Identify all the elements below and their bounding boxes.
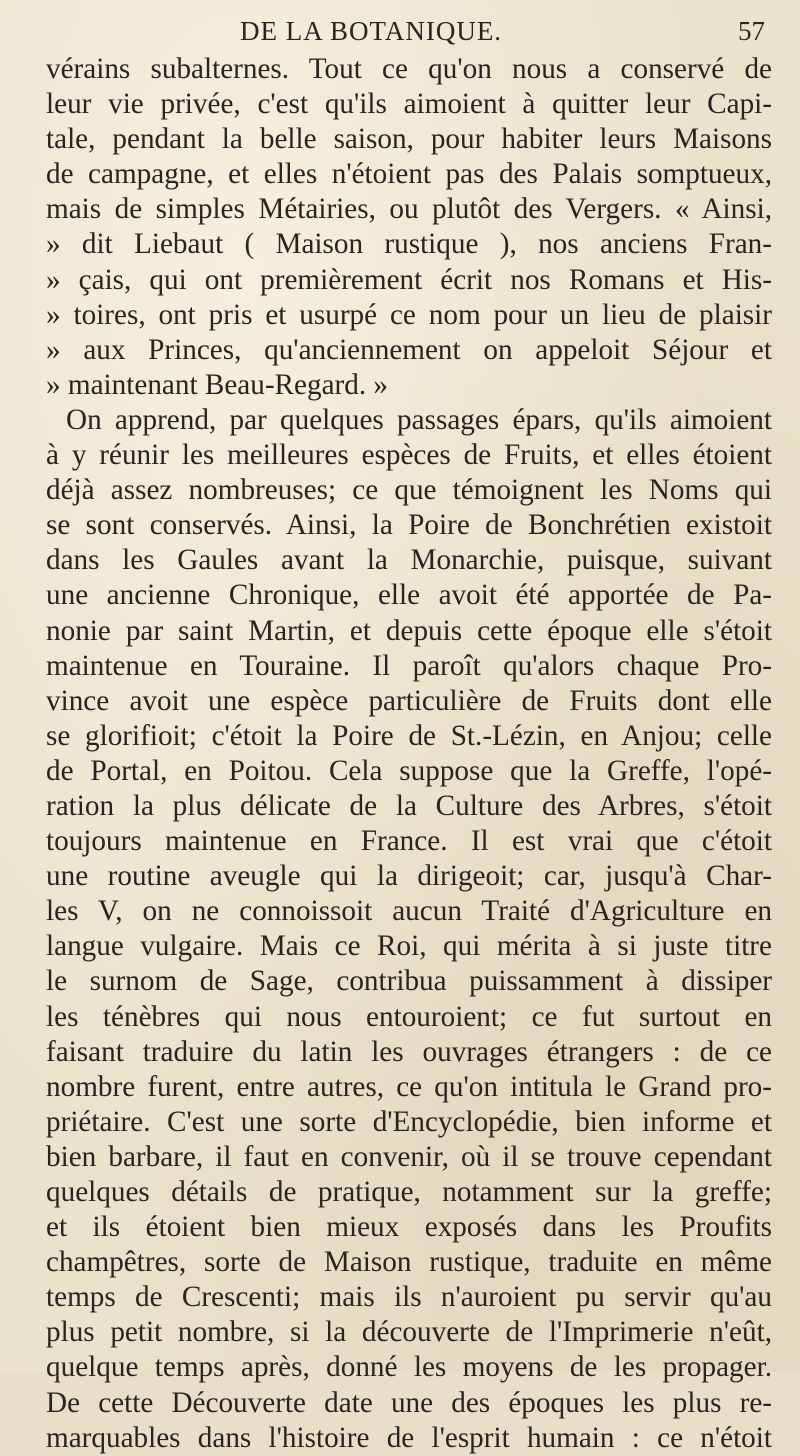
text-line: de Portal, en Poitou. Cela suppose que la Greffe, l'opé- [46, 754, 772, 787]
page-number: 57 [738, 16, 765, 46]
quote-line: » dit Liebaut ( Maison rustique ), nos anciens Fran- [46, 228, 772, 261]
text-line: nonie par saint Martin, et depuis cette époque elle s'étoit [46, 614, 772, 647]
text-line: priétaire. C'est une sorte d'Encyclopédie, bien informe et [46, 1105, 772, 1138]
text-line: mais de simples Métairies, ou plutôt des Vergers. « Ainsi, [46, 193, 772, 226]
text-line: dans les Gaules avant la Monarchie, puisque, suivant [46, 544, 772, 577]
text-line: langue vulgaire. Mais ce Roi, qui mérita à si juste titre [46, 930, 772, 963]
text-line: de campagne, et elles n'étoient pas des Palais somptueux, [46, 158, 772, 191]
text-line: De cette Découverte date une des époques les plus re- [46, 1386, 772, 1419]
quote-line: » toires, ont pris et usurpé ce nom pour un lieu de plaisir [46, 298, 772, 331]
quote-line: » aux Princes, qu'anciennement on appeloit Séjour et [46, 333, 772, 366]
text-line: bien barbare, il faut en convenir, où il se trouve cependant [46, 1140, 772, 1173]
text-line: maintenue en Touraine. Il paroît qu'alors chaque Pro- [46, 649, 772, 682]
text-line: quelque temps après, donné les moyens de les propager. [46, 1351, 772, 1384]
text-line: les V, on ne connoissoit aucun Traité d'Agriculture en [46, 895, 772, 928]
text-line: quelques détails de pratique, notamment sur la greffe; [46, 1176, 772, 1208]
paragraph-first-line: On apprend, par quelques passages épars, qu'ils aimoient [66, 403, 772, 436]
text-line: nombre furent, entre autres, ce qu'on intitula le Grand pro- [46, 1070, 772, 1103]
text-line: marquables dans l'histoire de l'esprit humain : ce n'étoit [46, 1421, 772, 1454]
text-line: faisant traduire du latin les ouvrages étrangers : de ce [46, 1035, 772, 1068]
running-head [0, 16, 800, 56]
text-line: temps de Crescenti; mais ils n'auroient pu servir qu'au [46, 1281, 772, 1314]
text-line: toujours maintenue en France. Il est vrai que c'étoit [46, 825, 772, 858]
text-line: une routine aveugle qui la dirigeoit; car, jusqu'à Char- [46, 860, 772, 893]
text-line: plus petit nombre, si la découverte de l'Imprimerie n'eût, [46, 1316, 772, 1349]
text-line: une ancienne Chronique, elle avoit été apportée de Pa- [46, 579, 772, 612]
text-line: tale, pendant la belle saison, pour habiter leurs Maisons [46, 123, 772, 156]
text-line: le surnom de Sage, contribua puissamment à dissiper [46, 965, 772, 998]
text-line: se sont conservés. Ainsi, la Poire de Bonchrétien existoit [46, 509, 772, 542]
running-title: DE LA BOTANIQUE. [240, 16, 503, 46]
text-line: vérains subalternes. Tout ce qu'on nous a conservé de [46, 53, 772, 85]
text-line: les ténèbres qui nous entouroient; ce fut surtout en [46, 1000, 772, 1033]
text-line: leur vie privée, c'est qu'ils aimoient à quitter leur Capi- [46, 88, 772, 121]
text-line: déjà assez nombreuses; ce que témoignent les Noms qui [46, 474, 772, 507]
text-line: ration la plus délicate de la Culture des Arbres, s'étoit [46, 789, 772, 822]
text-line: vince avoit une espèce particulière de Fruits dont elle [46, 684, 772, 717]
quote-line: » maintenant Beau-Regard. » [46, 368, 389, 401]
text-line: et ils étoient bien mieux exposés dans les Proufits [46, 1211, 772, 1244]
text-line: champêtres, sorte de Maison rustique, traduite en même [46, 1246, 772, 1279]
body-text [46, 52, 772, 1456]
text-line: se glorifioit; c'étoit la Poire de St.-Lézin, en Anjou; celle [46, 719, 772, 752]
quote-line: » çais, qui ont premièrement écrit nos Romans et His- [46, 263, 772, 296]
text-line: à y réunir les meilleures espèces de Fruits, et elles étoient [46, 439, 772, 472]
